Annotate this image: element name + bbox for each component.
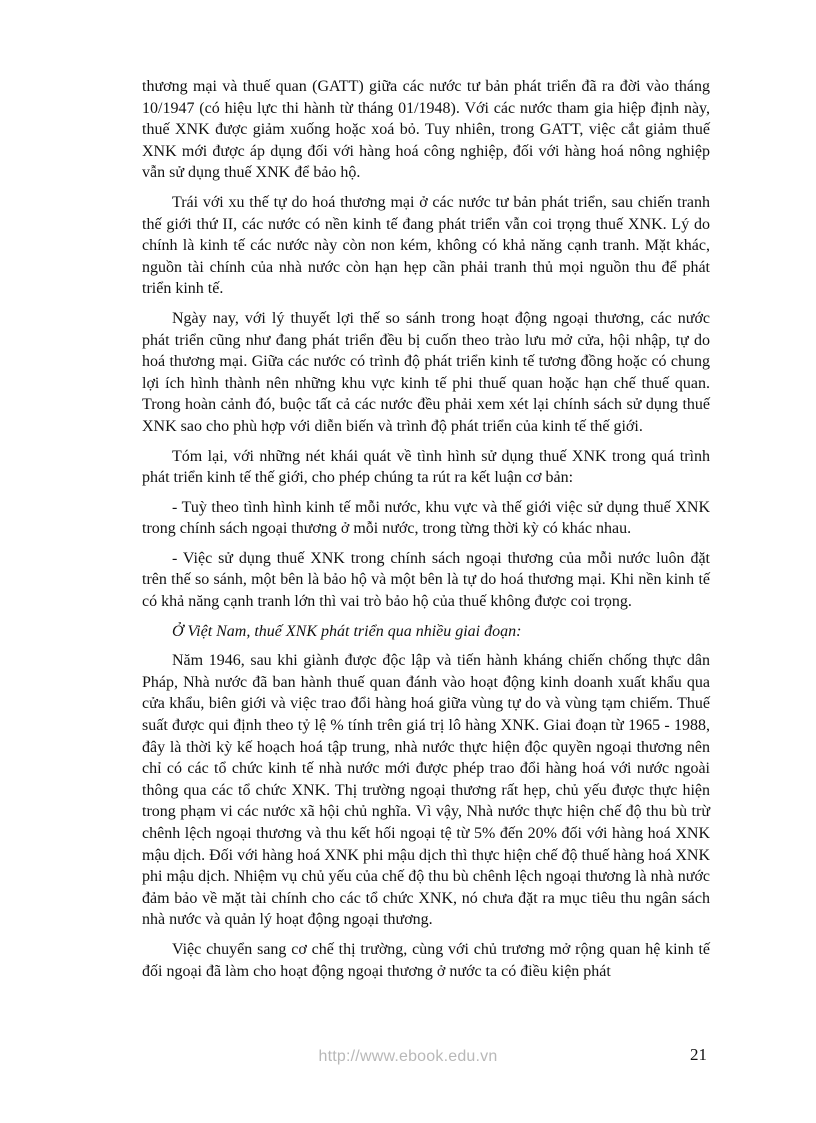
paragraph-developing-countries: Trái với xu thế tự do hoá thương mại ở các nước tư bản phát triển, sau chiến tranh thế giới thứ II, các nước có nền kinh tế đang phát triển vẫn coi trọng thuế XNK. Lý do chính là kinh tế các nước này còn non kém, không có khả năng cạnh tranh. Mặt khác, nguồn tài chính của nhà nước còn hạn hẹp cần phải tranh thủ mọi nguồn thu để phát triển kinh tế. bbox=[142, 193, 710, 298]
paragraph-conclusion-2: - Việc sử dụng thuế XNK trong chính sách ngoại thương của mỗi nước luôn đặt trên thế so sánh, một bên là bảo hộ và một bên là tự do hoá thương mại. Khi nền kinh tế có khả năng cạnh tranh lớn thì vai trò bảo hộ của thuế không được coi trọng. bbox=[142, 549, 710, 611]
paragraph-gatt-intro: thương mại và thuế quan (GATT) giữa các nước tư bản phát triển đã ra đời vào tháng 10/1947 (có hiệu lực thi hành từ tháng 01/1948). Với các nước tham gia hiệp định này, thuế XNK được giảm xuống hoặc xoá bỏ. Tuy nhiên, trong GATT, việc cắt giảm thuế XNK mới được áp dụng đối với hàng hoá công nghiệp, đối với hàng hoá nông nghiệp vẫn sử dụng thuế XNK để bảo hộ. bbox=[142, 78, 710, 182]
body-text bbox=[142, 76, 710, 982]
paragraph-vietnam-heading: Ở Việt Nam, thuế XNK phát triển qua nhiều giai đoạn: bbox=[172, 622, 522, 640]
footer-url: http://www.ebook.edu.vn bbox=[318, 1048, 498, 1065]
paragraph-summary: Tóm lại, với những nét khái quát về tình hình sử dụng thuế XNK trong quá trình phát triển kinh tế thế giới, cho phép chúng ta rút ra kết luận cơ bản: bbox=[142, 447, 710, 487]
paragraph-comparative-advantage: Ngày nay, với lý thuyết lợi thế so sánh trong hoạt động ngoại thương, các nước phát triển cũng như đang phát triển đều bị cuốn theo trào lưu mở cửa, hội nhập, tự do hoá thương mại. Giữa các nước có trình độ phát triển kinh tế tương đồng hoặc có chung lợi ích hình thành nên những khu vực kinh tế phi thuế quan hoặc hạn chế thuế quan. Trong hoàn cảnh đó, buộc tất cả các nước đều phải xem xét lại chính sách sử dụng thuế XNK sao cho phù hợp với diễn biến và trình độ phát triển của kinh tế thế giới. bbox=[142, 309, 710, 435]
paragraph-conclusion-1: - Tuỳ theo tình hình kinh tế mỗi nước, khu vực và thế giới việc sử dụng thuế XNK trong chính sách ngoại thương ở mỗi nước, trong từng thời kỳ có khác nhau. bbox=[142, 498, 710, 538]
paragraph-vietnam-history: Năm 1946, sau khi giành được độc lập và tiến hành kháng chiến chống thực dân Pháp, Nhà nước đã ban hành thuế quan đánh vào hoạt động kinh doanh xuất khẩu qua cửa khẩu, biên giới và việc trao đổi hàng hoá giữa vùng tự do và vùng tạm chiếm. Thuế suất được qui định theo tỷ lệ % tính trên giá trị lô hàng XNK. Giai đoạn từ 1965 - 1988, đây là thời kỳ kế hoạch hoá tập trung, nhà nước thực hiện độc quyền ngoại thương nên chỉ có các tổ chức kinh tế nhà nước mới được phép trao đổi hàng hoá với nước ngoài thông qua các tổ chức XNK. Thị trường ngoại thương rất hẹp, chủ yếu được thực hiện trong phạm vi các nước xã hội chủ nghĩa. Vì vậy, Nhà nước thực hiện chế độ thu bù trừ chênh lệch ngoại thương và thu kết hối ngoại tệ từ 5% đến 20% đối với hàng hoá XNK mậu dịch. Đối với hàng hoá XNK phi mậu dịch thì thực hiện chế độ thuế hàng hoá XNK phi mậu dịch. Nhiệm vụ chủ yếu của chế độ thu bù chênh lệch ngoại thương là nhà nước đảm bảo về mặt tài chính cho các tổ chức XNK, nó chưa đặt ra mục tiêu thu ngân sách nhà nước và quản lý hoạt động ngoại thương. bbox=[142, 652, 710, 929]
page-number: 21 bbox=[690, 1045, 707, 1064]
paragraph-market-transition: Việc chuyển sang cơ chế thị trường, cùng với chủ trương mở rộng quan hệ kinh tế đối ngoại đã làm cho hoạt động ngoại thương ở nước ta có điều kiện phát bbox=[142, 940, 710, 980]
